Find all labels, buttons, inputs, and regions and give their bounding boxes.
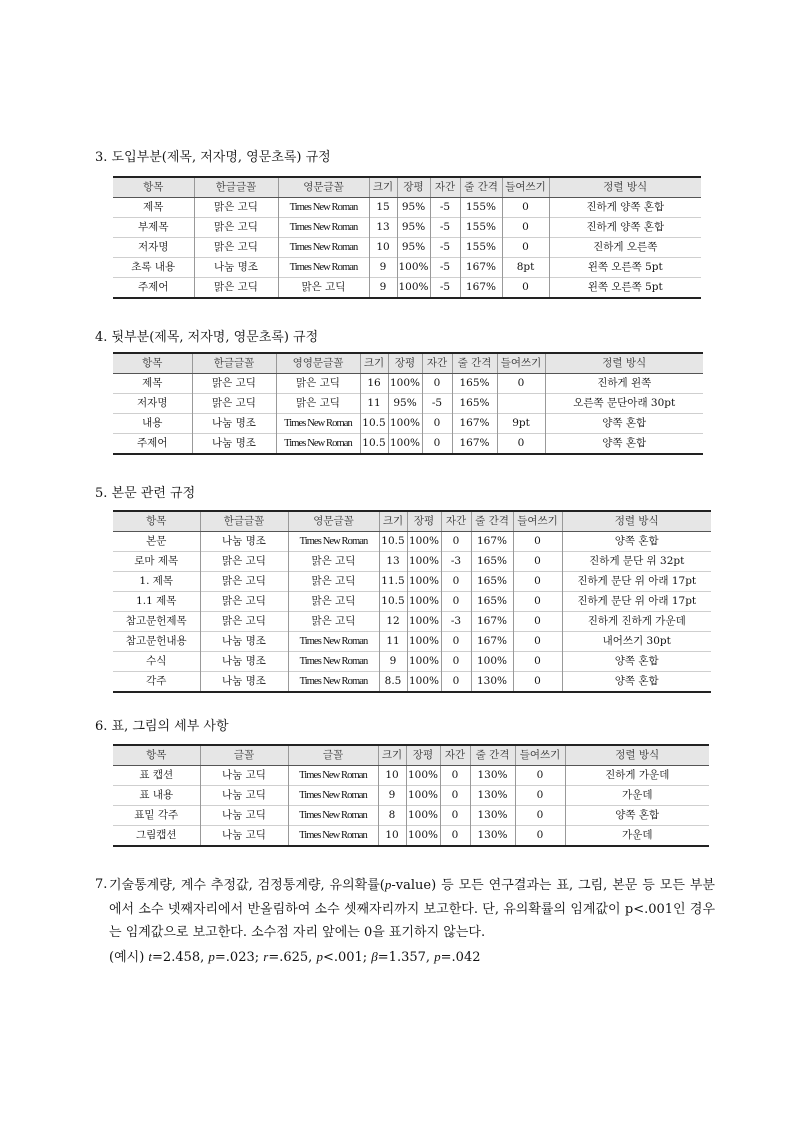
stat-symbol: p xyxy=(208,948,215,964)
table-cell: 나눔 명조 xyxy=(192,414,276,434)
table-cell: 100% xyxy=(407,592,441,612)
table-cell: 나눔 명조 xyxy=(192,434,276,455)
table-cell: 100% xyxy=(406,766,440,786)
table-row xyxy=(113,394,703,414)
column-header: 장평 xyxy=(397,177,430,198)
column-header: 한글글꼴 xyxy=(194,177,278,198)
table-cell: 내어쓰기 30pt xyxy=(562,632,711,652)
table-cell: 0 xyxy=(422,374,452,394)
table-cell: -5 xyxy=(430,218,460,238)
table-cell: 0 xyxy=(441,652,471,672)
table-cell: 0 xyxy=(513,572,562,592)
table-cell: Times New Roman xyxy=(278,198,369,218)
column-header: 자간 xyxy=(441,511,471,532)
table-cell: 진하게 가운데 xyxy=(565,766,709,786)
stat-symbol: β xyxy=(371,948,378,964)
table-cell: 제목 xyxy=(142,377,163,389)
column-header: 항목 xyxy=(113,353,192,374)
table-cell: 왼쪽 오른쪽 5pt xyxy=(549,258,701,278)
table-cell: 0 xyxy=(513,552,562,572)
table-cell: 100% xyxy=(397,258,430,278)
table-cell: 표밑 각주 xyxy=(113,806,200,826)
table-cell: 0 xyxy=(513,592,562,612)
section-6-title: 6. 표, 그림의 세부 사항 xyxy=(95,719,229,734)
table-cell: -3 xyxy=(441,552,471,572)
table-cell: Times New Roman xyxy=(288,766,378,786)
table-cell: 맑은 고딕 xyxy=(288,572,379,592)
note-p-symbol: p xyxy=(384,877,392,892)
table-cell: 155% xyxy=(460,238,502,258)
table-row xyxy=(113,766,709,786)
table-cell: 본문 xyxy=(146,535,167,547)
table-cell: 맑은 고딕 xyxy=(288,612,379,632)
table-cell: Times New Roman xyxy=(278,238,369,258)
table-cell: 0 xyxy=(440,766,470,786)
table-cell: 100% xyxy=(407,572,441,592)
table-cell: 0 xyxy=(440,826,470,847)
table-cell: 나눔 명조 xyxy=(200,532,288,552)
table-cell: 165% xyxy=(452,374,497,394)
column-header: 항목 xyxy=(113,511,200,532)
table-cell: 155% xyxy=(460,198,502,218)
table-cell: Times New Roman xyxy=(278,258,369,278)
table-cell: 진하게 오른쪽 xyxy=(549,238,701,258)
table-row xyxy=(113,612,711,632)
table-cell: 11.5 xyxy=(379,572,407,592)
table-cell: 초록 내용 xyxy=(113,258,194,278)
table-cell: 양쪽 혼합 xyxy=(562,652,711,672)
table-cell: Times New Roman xyxy=(288,786,378,806)
column-header: 한글글꼴 xyxy=(192,353,276,374)
column-header: 정렬 방식 xyxy=(549,177,701,198)
table-cell: 165% xyxy=(471,592,513,612)
table-cell: 나눔 고딕 xyxy=(200,766,288,786)
table-cell: 100% xyxy=(407,652,441,672)
table-cell: 나눔 명조 xyxy=(200,652,288,672)
column-header: 정렬 방식 xyxy=(545,353,703,374)
table-cell: 진하게 문단 위 32pt xyxy=(562,552,711,572)
table-cell: 맑은 고딕 xyxy=(194,278,278,299)
table-row xyxy=(113,198,701,218)
note-body-part2: -value) 등 모든 연구결과는 표, 그림, 본문 등 모든 부분에서 소수 넷째자리에서 반올림하여 소수 셋째자리까지 보고한다. 단, 유의확률의 임계값이 p<.001인 경우는 임계값으로 보고한다. 소수점 자리 앞에는 0을 표기하지 않는다. xyxy=(109,878,715,940)
table-cell: -3 xyxy=(441,612,471,632)
table-cell: 나눔 고딕 xyxy=(200,826,288,847)
table-row xyxy=(113,238,701,258)
table-cell: 155% xyxy=(460,218,502,238)
column-header: 글꼴 xyxy=(200,745,288,766)
table-cell: 맑은 고딕 xyxy=(278,278,369,299)
table-cell: 167% xyxy=(460,278,502,299)
table-row xyxy=(113,592,711,612)
table-cell: 100% xyxy=(406,806,440,826)
table-cell: 0 xyxy=(513,672,562,693)
column-header: 크기 xyxy=(369,177,397,198)
table-cell: 100% xyxy=(406,826,440,847)
column-header: 줄 간격 xyxy=(471,511,513,532)
example-prefix: (예시) xyxy=(109,949,149,965)
table-cell: 100% xyxy=(407,672,441,693)
column-header: 자간 xyxy=(440,745,470,766)
table-cell: 맑은 고딕 xyxy=(192,374,276,394)
table-cell: 10.5 xyxy=(360,434,388,455)
column-header: 한글글꼴 xyxy=(200,511,288,532)
table-cell: 8 xyxy=(378,806,406,826)
table-row xyxy=(113,672,711,693)
table-cell: 맑은 고딕 xyxy=(200,612,288,632)
column-header: 항목 xyxy=(113,177,194,198)
table-cell: 100% xyxy=(388,414,422,434)
table-cell: 부제목 xyxy=(113,218,194,238)
table-cell: 맑은 고딕 xyxy=(276,374,360,394)
table-cell: 0 xyxy=(513,532,562,552)
table-cell: 내용 xyxy=(113,414,192,434)
table-cell: 10.5 xyxy=(360,414,388,434)
table-row xyxy=(113,532,711,552)
table-cell: 167% xyxy=(471,612,513,632)
table-cell: 100% xyxy=(388,434,422,455)
table-cell: 맑은 고딕 xyxy=(194,218,278,238)
column-header: 영문글꼴 xyxy=(278,177,369,198)
column-header: 들여쓰기 xyxy=(502,177,549,198)
table-cell: 9 xyxy=(369,258,397,278)
table-cell: 저자명 xyxy=(113,394,192,414)
table-row xyxy=(113,278,701,299)
table-cell: 9 xyxy=(378,786,406,806)
stat-value: =2.458, xyxy=(152,949,209,965)
table-row xyxy=(113,652,711,672)
table-cell: 진하게 진하게 가운데 xyxy=(562,612,711,632)
note-number: 7. xyxy=(95,877,108,892)
table-cell: 8.5 xyxy=(379,672,407,693)
table-cell: 나눔 고딕 xyxy=(200,786,288,806)
table-cell: 참고문헌내용 xyxy=(113,632,200,652)
column-header: 영문글꼴 xyxy=(288,511,379,532)
table-cell: 130% xyxy=(470,786,515,806)
table-cell: -5 xyxy=(430,198,460,218)
table-cell: 95% xyxy=(397,238,430,258)
stat-symbol: p xyxy=(434,948,441,964)
section-3-title: 3. 도입부분(제목, 저자명, 영문초록) 규정 xyxy=(95,150,331,165)
stat-value: <.001; xyxy=(322,949,372,965)
table-cell: 100% xyxy=(407,532,441,552)
table-cell: 맑은 고딕 xyxy=(200,572,288,592)
table-cell: 11 xyxy=(379,632,407,652)
table-cell: Times New Roman xyxy=(288,806,378,826)
table-cell: 나눔 고딕 xyxy=(200,806,288,826)
table-cell: 130% xyxy=(470,826,515,847)
table-cell: 양쪽 혼합 xyxy=(562,672,711,693)
table-row xyxy=(113,552,711,572)
table-cell: -5 xyxy=(430,278,460,299)
table-cell: 가운데 xyxy=(565,786,709,806)
stat-symbol: p xyxy=(316,948,323,964)
table-cell: -5 xyxy=(430,258,460,278)
table-cell: 1.1 제목 xyxy=(113,592,200,612)
table-cell: 95% xyxy=(388,394,422,414)
column-header: 영영문글꼴 xyxy=(276,353,360,374)
table-cell: Times New Roman xyxy=(288,826,378,847)
section-4-title: 4. 뒷부분(제목, 저자명, 영문초록) 규정 xyxy=(95,330,319,345)
table-row xyxy=(113,572,711,592)
stat-value: =.042 xyxy=(440,949,481,965)
body-spec-table xyxy=(113,510,711,693)
table-cell: 오른쪽 문단아래 30pt xyxy=(545,394,703,414)
table-cell: 0 xyxy=(497,434,545,455)
table-cell: 0 xyxy=(515,826,565,847)
column-header: 정렬 방식 xyxy=(565,745,709,766)
column-header: 장평 xyxy=(388,353,422,374)
table-row xyxy=(113,806,709,826)
table-cell: 167% xyxy=(452,434,497,455)
table-cell: 0 xyxy=(502,278,549,299)
table-cell: 진하게 문단 위 아래 17pt xyxy=(562,592,711,612)
table-cell: 16 xyxy=(360,374,388,394)
table-cell: 130% xyxy=(470,806,515,826)
table-cell: 0 xyxy=(440,806,470,826)
section-5-title: 5. 본문 관련 규정 xyxy=(95,486,196,501)
column-header: 장평 xyxy=(406,745,440,766)
table-cell: 0 xyxy=(502,238,549,258)
column-header: 들여쓰기 xyxy=(497,353,545,374)
note-body xyxy=(109,873,715,945)
column-header: 크기 xyxy=(379,511,407,532)
table-cell: 양쪽 혼합 xyxy=(545,434,703,455)
table-cell: 100% xyxy=(471,652,513,672)
table-cell: 맑은 고딕 xyxy=(288,592,379,612)
table-cell: 0 xyxy=(441,592,471,612)
table-cell: 0 xyxy=(515,786,565,806)
column-header: 정렬 방식 xyxy=(562,511,711,532)
table-cell: 표 캡션 xyxy=(139,769,174,781)
table-cell: -5 xyxy=(430,238,460,258)
table-cell: 1. 제목 xyxy=(113,572,200,592)
table-cell: Times New Roman xyxy=(278,218,369,238)
table-cell: 주제어 xyxy=(113,434,192,455)
column-header: 줄 간격 xyxy=(452,353,497,374)
column-header: 들여쓰기 xyxy=(515,745,565,766)
table-cell: 167% xyxy=(471,532,513,552)
table-cell: 진하게 양쪽 혼합 xyxy=(549,218,701,238)
table-cell: 0 xyxy=(502,198,549,218)
table-cell: 130% xyxy=(471,672,513,693)
table-cell: 8pt xyxy=(502,258,549,278)
table-cell: 양쪽 혼합 xyxy=(545,414,703,434)
reporting-rule-note xyxy=(95,873,715,969)
table-cell: 10 xyxy=(378,766,406,786)
stat-symbol: r xyxy=(263,948,269,964)
table-row xyxy=(113,258,701,278)
table-cell: 양쪽 혼합 xyxy=(562,532,711,552)
table-cell: -5 xyxy=(422,394,452,414)
table-cell: 0 xyxy=(513,632,562,652)
table-cell: 표 내용 xyxy=(113,786,200,806)
table-cell: 0 xyxy=(515,766,565,786)
table-row xyxy=(113,414,703,434)
table-cell: Times New Roman xyxy=(276,434,360,455)
table-cell: 0 xyxy=(422,434,452,455)
table-cell: 로마 제목 xyxy=(113,552,200,572)
table-cell: 맑은 고딕 xyxy=(200,592,288,612)
table-cell: 95% xyxy=(397,218,430,238)
table-cell: 양쪽 혼합 xyxy=(565,806,709,826)
table-cell: 각주 xyxy=(113,672,200,693)
table-cell: 15 xyxy=(369,198,397,218)
table-cell: 0 xyxy=(513,652,562,672)
table-cell: 100% xyxy=(388,374,422,394)
table-cell: 9 xyxy=(369,278,397,299)
table-cell: 진하게 문단 위 아래 17pt xyxy=(562,572,711,592)
table-cell: 167% xyxy=(460,258,502,278)
table-cell: 맑은 고딕 xyxy=(288,552,379,572)
table-row xyxy=(113,218,701,238)
back-spec-table xyxy=(113,352,703,455)
table-cell: 0 xyxy=(502,218,549,238)
table-cell: 10 xyxy=(378,826,406,847)
note-example xyxy=(109,945,715,970)
table-cell: 0 xyxy=(515,806,565,826)
table-cell: 12 xyxy=(379,612,407,632)
table-cell: 수식 xyxy=(113,652,200,672)
column-header: 크기 xyxy=(360,353,388,374)
table-cell: 진하게 왼쪽 xyxy=(545,374,703,394)
note-body-part1: 기술통계량, 계수 추정값, 검정통계량, 유의확률( xyxy=(109,878,385,893)
table-cell: 100% xyxy=(407,612,441,632)
table-cell: 0 xyxy=(497,374,545,394)
column-header: 줄 간격 xyxy=(460,177,502,198)
column-header: 크기 xyxy=(378,745,406,766)
table-cell: 저자명 xyxy=(113,238,194,258)
table-cell: 0 xyxy=(422,414,452,434)
table-cell: 나눔 명조 xyxy=(200,672,288,693)
table-row xyxy=(113,826,709,847)
column-header: 글꼴 xyxy=(288,745,378,766)
table-cell: Times New Roman xyxy=(288,672,379,693)
table-row xyxy=(113,786,709,806)
column-header: 자간 xyxy=(422,353,452,374)
table-cell: 9 xyxy=(379,652,407,672)
column-header: 들여쓰기 xyxy=(513,511,562,532)
table-cell: 맑은 고딕 xyxy=(194,198,278,218)
table-cell xyxy=(497,394,545,414)
column-header: 항목 xyxy=(113,745,200,766)
table-cell: 10.5 xyxy=(379,532,407,552)
stat-value: =.625, xyxy=(268,949,317,965)
table-cell: 0 xyxy=(441,672,471,693)
table-cell: 13 xyxy=(379,552,407,572)
table-cell: 그림캡션 xyxy=(113,826,200,847)
table-cell: 100% xyxy=(407,552,441,572)
table-cell: 0 xyxy=(441,532,471,552)
column-header: 자간 xyxy=(430,177,460,198)
intro-spec-table xyxy=(113,176,701,299)
table-cell: Times New Roman xyxy=(276,414,360,434)
table-cell: Times New Roman xyxy=(288,632,379,652)
table-cell: 165% xyxy=(471,572,513,592)
table-cell: 9pt xyxy=(497,414,545,434)
table-cell: 11 xyxy=(360,394,388,414)
table-cell: 맑은 고딕 xyxy=(192,394,276,414)
table-cell: 100% xyxy=(397,278,430,299)
table-cell: Times New Roman xyxy=(288,652,379,672)
table-cell: 165% xyxy=(452,394,497,414)
stat-value: =1.357, xyxy=(377,949,435,965)
table-cell: 100% xyxy=(406,786,440,806)
table-cell: 참고문헌제목 xyxy=(113,612,200,632)
table-cell: 130% xyxy=(470,766,515,786)
table-figure-spec-table xyxy=(113,744,709,847)
table-cell: 맑은 고딕 xyxy=(276,394,360,414)
column-header: 줄 간격 xyxy=(470,745,515,766)
column-header: 장평 xyxy=(407,511,441,532)
table-cell: 0 xyxy=(441,572,471,592)
table-row xyxy=(113,632,711,652)
table-row xyxy=(113,374,703,394)
table-cell: 맑은 고딕 xyxy=(200,552,288,572)
stat-symbol: t xyxy=(148,948,153,964)
table-cell: 제목 xyxy=(143,201,164,213)
table-cell: 나눔 명조 xyxy=(200,632,288,652)
table-cell: 165% xyxy=(471,552,513,572)
table-cell: 주제어 xyxy=(113,278,194,299)
table-row xyxy=(113,434,703,455)
table-cell: Times New Roman xyxy=(288,532,379,552)
table-cell: 0 xyxy=(440,786,470,806)
table-cell: 0 xyxy=(441,632,471,652)
table-cell: 가운데 xyxy=(565,826,709,847)
table-cell: 10.5 xyxy=(379,592,407,612)
table-cell: 13 xyxy=(369,218,397,238)
table-cell: 맑은 고딕 xyxy=(194,238,278,258)
table-cell: 167% xyxy=(471,632,513,652)
table-cell: 100% xyxy=(407,632,441,652)
table-cell: 0 xyxy=(513,612,562,632)
stat-value: =.023; xyxy=(214,949,264,965)
table-cell: 나눔 명조 xyxy=(194,258,278,278)
table-cell: 10 xyxy=(369,238,397,258)
table-cell: 167% xyxy=(452,414,497,434)
table-cell: 진하게 양쪽 혼합 xyxy=(549,198,701,218)
table-cell: 왼쪽 오른쪽 5pt xyxy=(549,278,701,299)
table-cell: 95% xyxy=(397,198,430,218)
